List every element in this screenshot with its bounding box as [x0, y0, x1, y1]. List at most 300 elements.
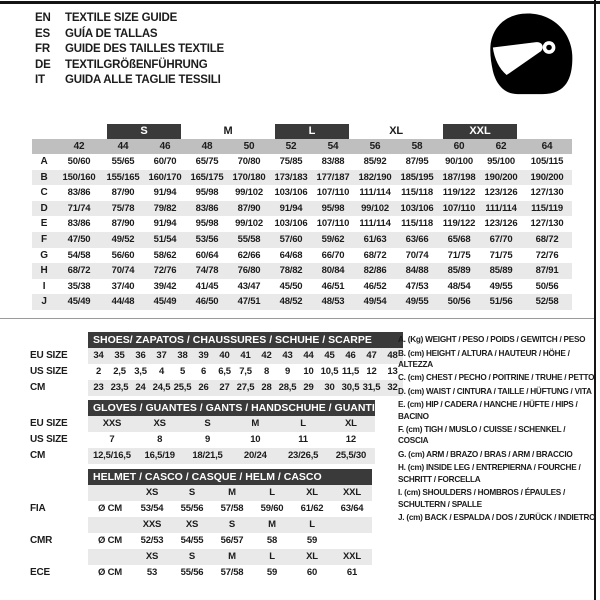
legend-item: I. (cm) SHOULDERS / HOMBROS / ÉPAULES / SCHULTERN / SPALLE — [398, 488, 566, 509]
measurement-value: 91/94 — [153, 187, 177, 199]
helmet-size-label: XS — [132, 485, 172, 501]
helmet-value: 53/54 — [140, 503, 164, 514]
shoes-value: 42 — [256, 348, 277, 364]
measurement-value: 170/180 — [228, 170, 270, 186]
measurement-value: 37/40 — [111, 280, 135, 292]
shoes-row — [30, 380, 403, 396]
measurement-value: 44/48 — [102, 294, 144, 310]
gloves-value: 16,5/19 — [136, 448, 184, 464]
measurement-value: 64/68 — [279, 249, 303, 261]
shoes-size-table-wrap — [30, 332, 403, 396]
measurement-value: 115/119 — [522, 201, 572, 217]
shoes-value: 36 — [130, 348, 151, 364]
measurement-value: 60/70 — [153, 156, 177, 167]
legend-item: C. (cm) CHEST / PECHO / POITRINE / TRUHE / PETTO — [398, 373, 595, 383]
measurement-value: 87/90 — [111, 187, 135, 199]
measurement-value: 75/78 — [102, 201, 144, 217]
measurement-value: 119/122 — [442, 218, 476, 230]
measurement-value: 111/114 — [480, 201, 522, 217]
measurement-value: 95/100 — [487, 156, 515, 167]
shoes-value: 4 — [158, 366, 165, 377]
measurement-value: 54/58 — [67, 249, 91, 261]
measurement-value: 107/110 — [316, 218, 350, 230]
measurement-value: 68/72 — [56, 263, 102, 279]
size-number: 50 — [228, 139, 270, 154]
shoes-value: 6,5 — [218, 366, 231, 377]
shoes-value: 23,5 — [109, 380, 130, 396]
textile-size-table — [32, 121, 572, 310]
measurement-value: 79/82 — [144, 201, 186, 217]
shoes-value: 44 — [298, 348, 319, 364]
helmet-size-label: XL — [292, 549, 332, 565]
size-group-label: M — [223, 125, 233, 137]
measurement-value: 76/80 — [228, 263, 270, 279]
helmet-unit-spacer — [88, 517, 132, 533]
measurement-value: 107/110 — [438, 201, 480, 217]
shoes-value: 8 — [263, 366, 270, 377]
measurement-value: 103/106 — [274, 187, 308, 199]
helmet-value: 55/56 — [180, 503, 204, 514]
shoes-value: 2 — [95, 366, 102, 377]
shoes-value: 32 — [382, 380, 403, 396]
size-group-label: S — [107, 124, 181, 139]
measurement-value: 70/74 — [102, 263, 144, 279]
measurement-row-label: D — [32, 201, 56, 217]
measurement-value: 66/70 — [321, 249, 345, 261]
size-number: 42 — [56, 139, 102, 154]
shoes-value: 35 — [109, 348, 130, 364]
textile-size-table-wrap — [32, 121, 572, 310]
measurement-value: 103/106 — [274, 218, 308, 230]
shoes-value: 34 — [88, 348, 109, 364]
size-number: 58 — [396, 139, 438, 154]
measurement-value: 85/89 — [480, 263, 522, 279]
measurement-value: 47/50 — [56, 232, 102, 248]
measurement-value: 75/85 — [279, 156, 303, 167]
measurement-value: 60/64 — [195, 249, 219, 261]
language-title: GUIDE DES TAILLES TEXTILE — [65, 43, 224, 55]
language-title: GUIDA ALLE TAGLIE TESSILI — [65, 74, 221, 86]
gloves-row — [30, 416, 375, 432]
size-number: 52 — [270, 139, 312, 154]
measurement-value: 190/200 — [480, 170, 522, 186]
legend-item: F. (cm) TIGH / MUSLO / CUISSE / SCHENKEL / COSCIA — [398, 425, 566, 446]
helmet-standard-label: FIA — [30, 503, 46, 514]
shoes-value: 47 — [361, 348, 382, 364]
gloves-value: XXS — [88, 416, 136, 432]
language-row — [35, 12, 224, 24]
gloves-row — [30, 432, 375, 448]
helmet-diameter-unit: Ø CM — [97, 567, 122, 578]
measurement-value: 45/50 — [279, 280, 303, 292]
size-number: 60 — [438, 139, 480, 154]
shoes-row-label: CM — [30, 382, 46, 393]
size-band-spacer — [32, 139, 56, 154]
measurement-value: 51/56 — [480, 294, 522, 310]
helmet-size-label: S — [172, 485, 212, 501]
shoes-value: 11,5 — [341, 366, 360, 377]
helmet-sizes-spacer — [30, 485, 88, 501]
shoes-value: 10 — [303, 366, 314, 377]
gloves-value: 23/26,5 — [279, 448, 327, 464]
language-title: TEXTILE SIZE GUIDE — [65, 12, 178, 24]
measurement-row-label: I — [42, 280, 46, 292]
shoes-value: 27 — [214, 380, 235, 396]
gloves-value: 7 — [109, 434, 115, 445]
helmet-size-label: S — [172, 549, 212, 565]
measurement-value: 68/72 — [363, 249, 387, 261]
measurement-row-label: J — [32, 294, 56, 310]
measurement-value: 48/54 — [447, 280, 471, 292]
measurement-value: 43/47 — [237, 280, 261, 292]
shoes-value: 43 — [277, 348, 298, 364]
measurement-value: 70/74 — [405, 249, 429, 261]
helmet-size-label: L — [252, 485, 292, 501]
language-code: IT — [35, 74, 45, 86]
shoes-value: 23 — [88, 380, 109, 396]
helmet-diameter-unit: Ø CM — [97, 535, 122, 546]
size-number: 64 — [522, 139, 572, 154]
header-row — [30, 400, 375, 416]
measurement-value: 78/82 — [270, 263, 312, 279]
measurement-row-label: H — [32, 263, 56, 279]
helmet-value: 54/55 — [180, 535, 204, 546]
helmet-value: 61/62 — [300, 503, 324, 514]
shoes-title-bar: SHOES/ ZAPATOS / CHAUSSURES / SCHUHE / SCARPE — [88, 332, 403, 348]
measurement-row-label: C — [40, 187, 48, 199]
header-spacer — [30, 332, 88, 348]
measurement-value: 58/62 — [153, 249, 177, 261]
size-number: 56 — [354, 139, 396, 154]
measurement-value: 91/94 — [153, 218, 177, 230]
language-row — [35, 28, 224, 40]
measurement-value: 47/51 — [228, 294, 270, 310]
size-group-xl — [354, 121, 438, 139]
gloves-size-table-wrap — [30, 400, 375, 464]
shoes-value: 31,5 — [361, 380, 382, 396]
size-number: 48 — [186, 139, 228, 154]
measurement-row — [32, 154, 572, 170]
helmet-size-table-wrap — [30, 469, 372, 581]
legend-item: B. (cm) HEIGHT / ALTURA / HAUTEUR / HÖHE / ALTEZZA — [398, 348, 570, 369]
helmet-value: 63/64 — [340, 503, 364, 514]
language-title-list — [35, 12, 224, 90]
size-number-row — [32, 139, 572, 154]
helmet-size-label: XXS — [132, 517, 172, 533]
shoes-row-label: US SIZE — [30, 366, 68, 377]
measurement-value: 123/126 — [484, 218, 518, 230]
measurement-value: 57/60 — [270, 232, 312, 248]
helmet-value: 55/56 — [180, 567, 204, 578]
shoes-value: 30,5 — [340, 380, 361, 396]
gloves-value: 12 — [345, 434, 356, 445]
measurement-value: 46/52 — [363, 280, 387, 292]
shoes-value: 24 — [130, 380, 151, 396]
helmet-value: 57/58 — [220, 567, 244, 578]
helmet-values-row — [30, 565, 372, 581]
measurement-legend — [398, 334, 596, 526]
helmet-sizes-row — [30, 517, 372, 533]
language-code: EN — [35, 12, 51, 24]
gloves-row-label: US SIZE — [30, 434, 68, 445]
measurement-value: 87/90 — [228, 201, 270, 217]
gloves-value: L — [279, 416, 327, 432]
measurement-value: 71/75 — [489, 249, 513, 261]
shoes-value: 28,5 — [277, 380, 298, 396]
gloves-value: XS — [136, 416, 184, 432]
helmet-value: 60 — [306, 567, 318, 578]
size-group-row — [32, 121, 572, 139]
helmet-values-row — [30, 533, 372, 549]
measurement-value: 103/106 — [396, 201, 438, 217]
gloves-value: XL — [327, 416, 375, 432]
size-number: 46 — [144, 139, 186, 154]
gloves-value: M — [231, 416, 279, 432]
header-row — [30, 332, 403, 348]
measurement-value: 105/115 — [530, 156, 564, 167]
gloves-row-label: CM — [30, 450, 46, 461]
shoes-value: 2,5 — [113, 366, 126, 377]
legend-item: J. (cm) BACK / ESPALDA / DOS / ZURÜCK / INDIETRO — [398, 513, 596, 523]
measurement-value: 90/100 — [445, 156, 473, 167]
measurement-value: 127/130 — [530, 187, 564, 199]
measurement-value: 46/51 — [321, 280, 345, 292]
measurement-value: 51/54 — [144, 232, 186, 248]
measurement-value: 49/55 — [396, 294, 438, 310]
measurement-row-label: F — [32, 232, 56, 248]
gloves-size-table — [30, 400, 375, 464]
size-group-label: L — [275, 124, 349, 139]
helmet-size-label: M — [212, 549, 252, 565]
measurement-value: 173/183 — [270, 170, 312, 186]
measurement-value: 85/89 — [438, 263, 480, 279]
helmet-standard-label: CMR — [30, 535, 53, 546]
helmet-size-label: M — [252, 517, 292, 533]
language-row — [35, 74, 224, 86]
gloves-value: 9 — [204, 434, 211, 445]
header-row — [30, 469, 372, 485]
measurement-value: 74/78 — [186, 263, 228, 279]
measurement-value: 95/98 — [312, 201, 354, 217]
measurement-value: 50/56 — [438, 294, 480, 310]
measurement-value: 83/86 — [67, 187, 91, 199]
shoes-row — [30, 348, 403, 364]
measurement-row — [32, 170, 572, 186]
measurement-value: 41/45 — [195, 280, 219, 292]
measurement-row-label: G — [40, 249, 48, 261]
measurement-value: 95/98 — [195, 187, 219, 199]
measurement-value: 35/38 — [67, 280, 91, 292]
measurement-value: 68/72 — [522, 232, 572, 248]
gloves-row — [30, 448, 375, 464]
shoes-value: 25,5 — [172, 380, 193, 396]
size-group-xxl — [438, 121, 522, 139]
shoes-value: 29 — [298, 380, 319, 396]
measurement-value: 80/84 — [312, 263, 354, 279]
measurement-value: 83/88 — [321, 156, 345, 167]
size-group-label: XL — [389, 125, 403, 137]
measurement-row — [32, 248, 572, 264]
measurement-value: 55/58 — [228, 232, 270, 248]
gloves-value: 20/24 — [231, 448, 279, 464]
measurement-value: 99/102 — [235, 218, 263, 230]
helmet-sizes-row — [30, 549, 372, 565]
shoes-row-label: EU SIZE — [30, 350, 68, 361]
shoes-value: 24,5 — [151, 380, 172, 396]
shoes-row — [30, 364, 403, 380]
measurement-value: 84/88 — [396, 263, 438, 279]
helmet-size-label: XXL — [332, 485, 372, 501]
measurement-row-label: B — [32, 170, 56, 186]
helmet-sizes-spacer — [30, 549, 88, 565]
shoes-value: 27,5 — [235, 380, 256, 396]
measurement-value: 45/49 — [144, 294, 186, 310]
measurement-value: 115/118 — [401, 187, 433, 199]
measurement-value: 53/56 — [186, 232, 228, 248]
shoes-value: 10,5 — [320, 366, 339, 377]
gloves-title-bar: GLOVES / GUANTES / GANTS / HANDSCHUHE / GUANTI — [88, 400, 375, 416]
helmet-value: 59 — [266, 567, 278, 578]
language-title: GUÍA DE TALLAS — [65, 27, 158, 40]
legend-item: H. (cm) INSIDE LEG / ENTREPIERNA / FOURCHE / SCHRITT / FORCELLA — [398, 463, 581, 484]
measurement-value: 111/114 — [359, 218, 391, 230]
helmet-size-label: XS — [172, 517, 212, 533]
helmet-sizes-row — [30, 485, 372, 501]
shoes-value: 48 — [382, 348, 403, 364]
measurement-value: 62/66 — [237, 249, 261, 261]
measurement-value: 45/49 — [56, 294, 102, 310]
shoes-value: 9 — [284, 366, 291, 377]
measurement-value: 95/98 — [195, 218, 219, 230]
helmet-size-label: S — [212, 517, 252, 533]
shoes-value: 39 — [193, 348, 214, 364]
measurement-value: 111/114 — [359, 187, 391, 199]
measurement-value: 87/91 — [522, 263, 572, 279]
measurement-value: 83/86 — [186, 201, 228, 217]
measurement-value: 119/122 — [442, 187, 476, 199]
measurement-value: 61/63 — [354, 232, 396, 248]
shoes-value: 45 — [319, 348, 340, 364]
measurement-value: 87/95 — [405, 156, 429, 167]
measurement-row — [32, 185, 572, 201]
shoes-value: 26 — [193, 380, 214, 396]
measurement-value: 87/90 — [111, 218, 135, 230]
measurement-value: 190/200 — [522, 170, 572, 186]
language-code: ES — [35, 27, 50, 40]
helmet-title-bar: HELMET / CASCO / CASQUE / HELM / CASCO — [88, 469, 372, 485]
measurement-value: 182/190 — [354, 170, 396, 186]
shoes-value: 46 — [340, 348, 361, 364]
measurement-value: 187/198 — [438, 170, 480, 186]
helmet-value: 58 — [266, 535, 278, 546]
measurement-value: 50/56 — [535, 280, 559, 292]
measurement-value: 123/126 — [484, 187, 518, 199]
language-row — [35, 59, 224, 71]
shoes-size-table — [30, 332, 403, 396]
measurement-value: 65/75 — [195, 156, 219, 167]
helmet-value — [332, 533, 372, 549]
measurement-value: 50/60 — [67, 156, 91, 167]
helmet-size-label: XXL — [332, 549, 372, 565]
measurement-value: 155/165 — [102, 170, 144, 186]
size-group-label: XXL — [443, 124, 517, 139]
gloves-value: 12,5/16,5 — [88, 448, 136, 464]
corner-cell — [32, 121, 102, 139]
measurement-value: 71/74 — [56, 201, 102, 217]
helmet-size-label: XS — [132, 549, 172, 565]
measurement-value: 63/66 — [396, 232, 438, 248]
measurement-value: 39/42 — [153, 280, 177, 292]
measurement-value: 82/86 — [354, 263, 396, 279]
shoes-value: 38 — [172, 348, 193, 364]
size-number: 54 — [312, 139, 354, 154]
language-title: TEXTILGRÖßENFÜHRUNG — [65, 58, 208, 71]
size-group-s — [102, 121, 186, 139]
measurement-value: 46/50 — [186, 294, 228, 310]
measurement-value: 52/58 — [522, 294, 572, 310]
racing-helmet-icon — [478, 4, 584, 110]
measurement-row-label: A — [40, 156, 48, 167]
helmet-value: 59 — [306, 535, 318, 546]
shoes-value: 5 — [179, 366, 186, 377]
measurement-value: 99/102 — [354, 201, 396, 217]
helmet-diameter-unit: Ø CM — [97, 503, 122, 514]
gloves-value: S — [184, 416, 232, 432]
header-spacer — [30, 469, 88, 485]
measurement-value: 65/68 — [438, 232, 480, 248]
helmet-value: 52/53 — [140, 535, 164, 546]
measurement-value: 59/62 — [312, 232, 354, 248]
gloves-value: 11 — [298, 434, 308, 445]
shoes-value: 6 — [200, 366, 207, 377]
helmet-standard-label: ECE — [30, 567, 50, 578]
measurement-row — [32, 279, 572, 295]
measurement-value: 49/55 — [489, 280, 513, 292]
size-number: 62 — [480, 139, 522, 154]
gloves-value: 10 — [250, 434, 261, 445]
measurement-row — [32, 294, 572, 310]
measurement-value: 107/110 — [316, 187, 350, 199]
measurement-value: 99/102 — [235, 187, 263, 199]
measurement-value: 160/170 — [144, 170, 186, 186]
helmet-size-label: M — [212, 485, 252, 501]
helmet-value: 57/58 — [220, 503, 244, 514]
language-code: FR — [35, 43, 50, 55]
measurement-value: 49/52 — [102, 232, 144, 248]
size-group-m — [186, 121, 270, 139]
measurement-value: 47/53 — [405, 280, 429, 292]
measurement-row-label: E — [40, 218, 48, 230]
legend-item: A. (Kg) WEIGHT / PESO / POIDS / GEWITCH / PESO — [398, 335, 586, 344]
measurement-value: 85/92 — [363, 156, 387, 167]
legend-item: D. (cm) WAIST / CINTURA / TAILLE / HÜFTUNG / VITA — [398, 386, 592, 396]
helmet-size-label — [332, 517, 372, 533]
shoes-value: 40 — [214, 348, 235, 364]
helmet-values-row — [30, 501, 372, 517]
shoes-value: 13 — [387, 366, 398, 377]
measurement-value: 48/53 — [312, 294, 354, 310]
helmet-value: 59/60 — [260, 503, 284, 514]
measurement-row — [32, 201, 572, 217]
legend-item: E. (cm) HIP / CADERA / HANCHE / HÜFTE / HIPS / BACINO — [398, 400, 578, 421]
helmet-value: 53 — [146, 567, 158, 578]
helmet-value: 61 — [346, 567, 358, 578]
measurement-value: 71/75 — [447, 249, 471, 261]
measurement-value: 55/65 — [111, 156, 135, 167]
measurement-row — [32, 232, 572, 248]
measurement-value: 83/86 — [67, 218, 91, 230]
helmet-size-label: L — [252, 549, 292, 565]
